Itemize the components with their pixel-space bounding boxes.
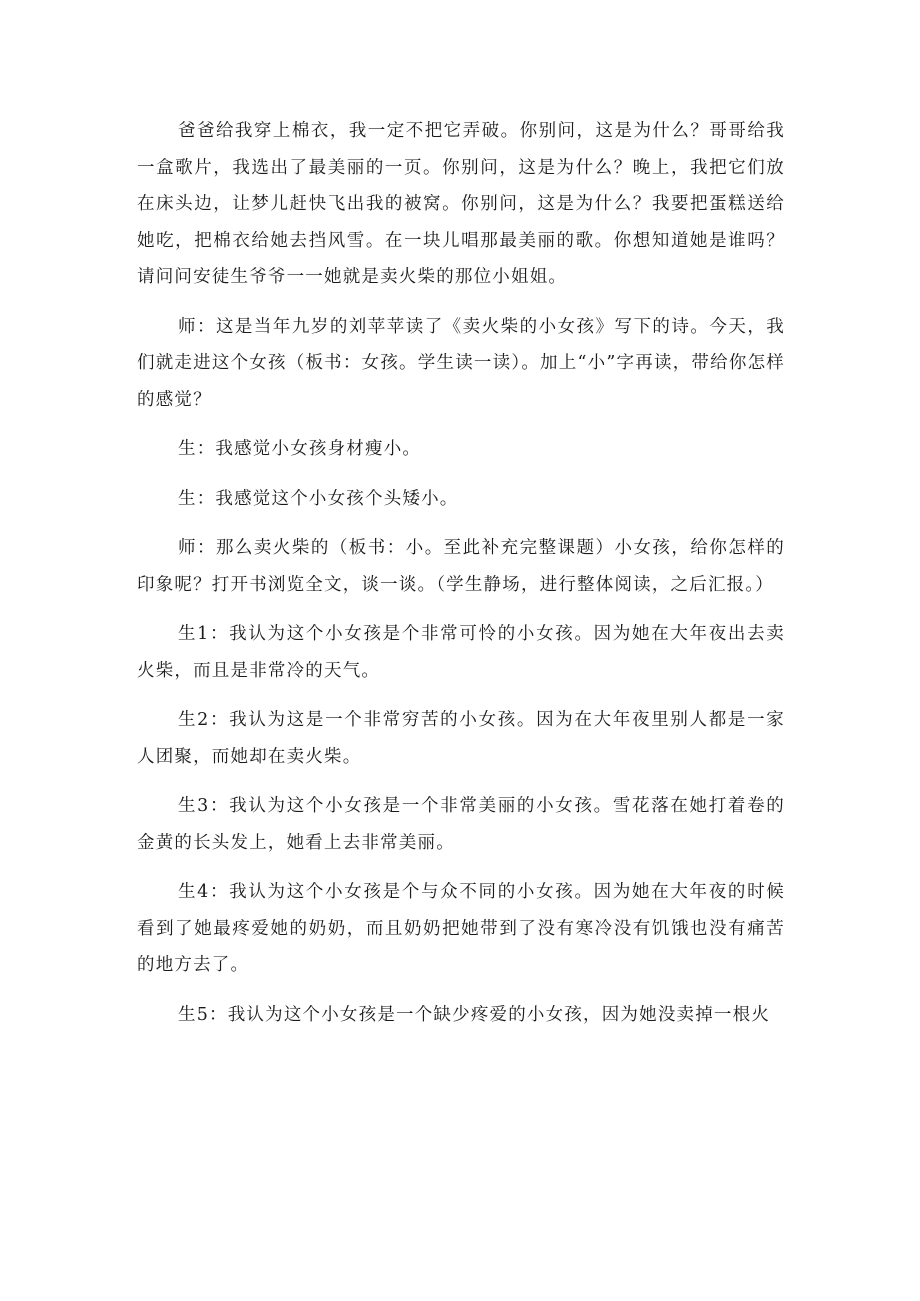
student-4-paragraph: 生4：我认为这个小女孩是个与众不同的小女孩。因为她在大年夜的时候看到了她最疼爱她的奶奶，而且奶奶把她带到了没有寒冷没有饥饿也没有痛苦的地方去了。 — [137, 882, 785, 975]
student-5-paragraph: 生5：我认为这个小女孩是一个缺少疼爱的小女孩，因为她没卖掉一根火 — [178, 1004, 771, 1025]
student-1-paragraph: 生1：我认为这个小女孩是个非常可怜的小女孩。因为她在大年夜出去卖火柴，而且是非常冷的天气。 — [137, 624, 785, 681]
student-reply-paragraph: 生：我感觉小女孩身材瘦小。 — [178, 439, 422, 459]
teacher-question-paragraph: 师：那么卖火柴的（板书：小。至此补充完整课题）小女孩，给你怎样的印象呢？打开书浏览全文，谈一谈。（学生静场，进行整体阅读，之后汇报。） — [137, 538, 785, 595]
document-body — [137, 113, 785, 1033]
student-3-paragraph: 生3：我认为这个小女孩是一个非常美丽的小女孩。雪花落在她打着卷的金黄的长头发上，她看上去非常美丽。 — [137, 796, 785, 853]
student-2-paragraph: 生2：我认为这是一个非常穷苦的小女孩。因为在大年夜里别人都是一家人团聚，而她却在卖火柴。 — [137, 710, 785, 767]
student-reply-paragraph: 生：我感觉这个小女孩个头矮小。 — [178, 488, 459, 509]
poem-paragraph: 爸爸给我穿上棉衣，我一定不把它弄破。你别问，这是为什么？哥哥给我一盒歌片，我选出了最美丽的一页。你别问，这是为什么？晚上，我把它们放在床头边，让梦儿赶快飞出我的被窝。你别问，这是为什么？我要把蛋糕送给她吃，把棉衣给她去挡风雪。在一块儿唱那最美丽的歌。你想知道她是谁吗？请问问安徒生爷爷一一她就是卖火柴的那位小姐姐。 — [137, 121, 785, 287]
teacher-intro-paragraph: 师：这是当年九岁的刘苹苹读了《卖火柴的小女孩》写下的诗。今天，我们就走进这个女孩（板书：女孩。学生读一读）。加上“小”字再读，带给你怎样的感觉？ — [137, 316, 785, 410]
